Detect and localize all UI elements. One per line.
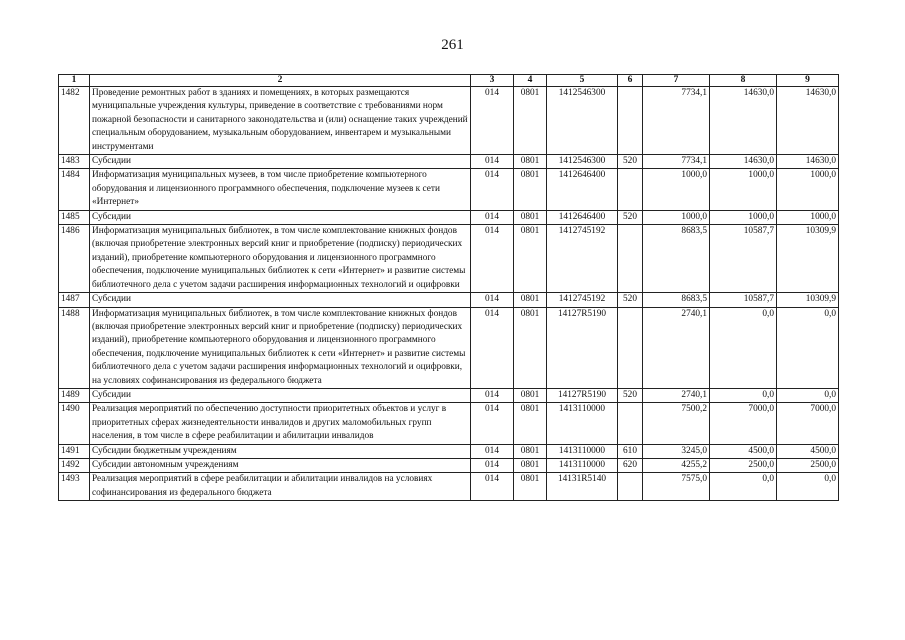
expense-type-code — [618, 473, 643, 501]
row-name: Субсидии автономным учреждениям — [90, 458, 471, 472]
row-number: 1487 — [59, 293, 90, 307]
ministry-code: 014 — [471, 293, 514, 307]
section-code: 0801 — [514, 210, 547, 224]
section-code: 0801 — [514, 458, 547, 472]
amount-col-8: 0,0 — [710, 473, 777, 501]
section-code: 0801 — [514, 444, 547, 458]
ministry-code: 014 — [471, 403, 514, 444]
target-article-code: 1413110000 — [547, 403, 618, 444]
table-row — [59, 307, 839, 388]
target-article-code: 1412546300 — [547, 87, 618, 155]
ministry-code: 014 — [471, 307, 514, 388]
row-name: Проведение ремонтных работ в зданиях и помещениях, в которых размещаются муниципальные учреждения культуры, приведение в соответствие с требованиями норм пожарной безопасности и санитарного законодательства и (или) оснащение таких учреждений специальным оборудованием, музыкальным оборудованием, инвентарем и музыкальными инструментами — [90, 87, 471, 155]
expense-type-code — [618, 307, 643, 388]
ministry-code: 014 — [471, 225, 514, 293]
amount-col-7: 4255,2 — [643, 458, 710, 472]
amount-col-7: 3245,0 — [643, 444, 710, 458]
section-code: 0801 — [514, 307, 547, 388]
column-header-8: 8 — [710, 75, 777, 87]
expense-type-code: 520 — [618, 388, 643, 402]
section-code: 0801 — [514, 169, 547, 210]
amount-col-7: 7575,0 — [643, 473, 710, 501]
target-article-code: 14127R5190 — [547, 307, 618, 388]
row-name: Субсидии — [90, 210, 471, 224]
table-row — [59, 210, 839, 224]
amount-col-9: 0,0 — [777, 307, 839, 388]
row-name: Информатизация муниципальных библиотек, в том числе комплектование книжных фондов (включая приобретение электронных версий книг и приобретение (подписку) периодических изданий), приобретение компьютерного оборудования и лицензионного программного обеспечения, подключение муниципальных библиотек к сети «Интернет» и развитие системы библиотечного дела с учетом задачи расширения информационных технологий и оцифровки, на условиях софинансирования из федерального бюджета — [90, 307, 471, 388]
budget-table — [58, 74, 839, 501]
row-name: Информатизация муниципальных музеев, в том числе приобретение компьютерного оборудования и лицензионного программного обеспечения, подключение музеев к сети «Интернет» — [90, 169, 471, 210]
amount-col-7: 1000,0 — [643, 169, 710, 210]
target-article-code: 14131R5140 — [547, 473, 618, 501]
expense-type-code — [618, 225, 643, 293]
section-code: 0801 — [514, 473, 547, 501]
amount-col-9: 14630,0 — [777, 87, 839, 155]
amount-col-7: 7500,2 — [643, 403, 710, 444]
amount-col-9: 0,0 — [777, 388, 839, 402]
row-number: 1485 — [59, 210, 90, 224]
table-row — [59, 169, 839, 210]
table-row — [59, 293, 839, 307]
ministry-code: 014 — [471, 155, 514, 169]
expense-type-code: 520 — [618, 155, 643, 169]
amount-col-9: 14630,0 — [777, 155, 839, 169]
amount-col-8: 1000,0 — [710, 169, 777, 210]
amount-col-9: 4500,0 — [777, 444, 839, 458]
amount-col-7: 2740,1 — [643, 388, 710, 402]
amount-col-8: 14630,0 — [710, 87, 777, 155]
section-code: 0801 — [514, 403, 547, 444]
amount-col-8: 10587,7 — [710, 225, 777, 293]
ministry-code: 014 — [471, 444, 514, 458]
column-header-9: 9 — [777, 75, 839, 87]
expense-type-code: 620 — [618, 458, 643, 472]
row-number: 1488 — [59, 307, 90, 388]
ministry-code: 014 — [471, 473, 514, 501]
section-code: 0801 — [514, 293, 547, 307]
ministry-code: 014 — [471, 388, 514, 402]
target-article-code: 1412745192 — [547, 293, 618, 307]
ministry-code: 014 — [471, 169, 514, 210]
section-code: 0801 — [514, 388, 547, 402]
amount-col-9: 2500,0 — [777, 458, 839, 472]
table-row — [59, 225, 839, 293]
table-row — [59, 473, 839, 501]
amount-col-7: 8683,5 — [643, 225, 710, 293]
table-row — [59, 458, 839, 472]
column-header-2: 2 — [90, 75, 471, 87]
expense-type-code — [618, 169, 643, 210]
amount-col-7: 1000,0 — [643, 210, 710, 224]
target-article-code: 1412745192 — [547, 225, 618, 293]
expense-type-code — [618, 403, 643, 444]
table-body — [59, 87, 839, 501]
row-name: Субсидии — [90, 293, 471, 307]
amount-col-9: 1000,0 — [777, 210, 839, 224]
amount-col-7: 8683,5 — [643, 293, 710, 307]
amount-col-8: 0,0 — [710, 388, 777, 402]
amount-col-9: 1000,0 — [777, 169, 839, 210]
row-name: Субсидии бюджетным учреждениям — [90, 444, 471, 458]
section-code: 0801 — [514, 87, 547, 155]
row-name: Субсидии — [90, 388, 471, 402]
row-number: 1490 — [59, 403, 90, 444]
section-code: 0801 — [514, 155, 547, 169]
target-article-code: 14127R5190 — [547, 388, 618, 402]
expense-type-code — [618, 87, 643, 155]
amount-col-7: 2740,1 — [643, 307, 710, 388]
section-code: 0801 — [514, 225, 547, 293]
row-number: 1486 — [59, 225, 90, 293]
row-number: 1484 — [59, 169, 90, 210]
column-header-5: 5 — [547, 75, 618, 87]
column-header-1: 1 — [59, 75, 90, 87]
target-article-code: 1412546300 — [547, 155, 618, 169]
amount-col-9: 0,0 — [777, 473, 839, 501]
table-row — [59, 444, 839, 458]
expense-type-code: 520 — [618, 210, 643, 224]
target-article-code: 1412646400 — [547, 210, 618, 224]
amount-col-8: 7000,0 — [710, 403, 777, 444]
amount-col-8: 14630,0 — [710, 155, 777, 169]
amount-col-7: 7734,1 — [643, 87, 710, 155]
column-header-6: 6 — [618, 75, 643, 87]
row-number: 1491 — [59, 444, 90, 458]
amount-col-8: 10587,7 — [710, 293, 777, 307]
row-name: Субсидии — [90, 155, 471, 169]
column-header-3: 3 — [471, 75, 514, 87]
ministry-code: 014 — [471, 210, 514, 224]
column-header-4: 4 — [514, 75, 547, 87]
amount-col-8: 4500,0 — [710, 444, 777, 458]
row-number: 1483 — [59, 155, 90, 169]
amount-col-9: 10309,9 — [777, 225, 839, 293]
column-header-7: 7 — [643, 75, 710, 87]
row-number: 1482 — [59, 87, 90, 155]
table-header-row — [59, 75, 839, 87]
row-name: Реализация мероприятий по обеспечению доступности приоритетных объектов и услуг в приоритетных сферах жизнедеятельности инвалидов и других маломобильных групп населения, в том числе в сфере реабилитации и абилитации инвалидов — [90, 403, 471, 444]
table-row — [59, 388, 839, 402]
amount-col-9: 10309,9 — [777, 293, 839, 307]
row-number: 1492 — [59, 458, 90, 472]
row-name: Информатизация муниципальных библиотек, в том числе комплектование книжных фондов (включая приобретение электронных версий книг и приобретение (подписку) периодических изданий), приобретение компьютерного оборудования и лицензионного программного обеспечения, подключение муниципальных библиотек к сети «Интернет» и развитие системы библиотечного дела с учетом задачи расширения информационных технологий и оцифровки — [90, 225, 471, 293]
ministry-code: 014 — [471, 458, 514, 472]
amount-col-9: 7000,0 — [777, 403, 839, 444]
ministry-code: 014 — [471, 87, 514, 155]
row-name: Реализация мероприятий в сфере реабилитации и абилитации инвалидов на условиях софинансирования из федерального бюджета — [90, 473, 471, 501]
row-number: 1489 — [59, 388, 90, 402]
table-row — [59, 155, 839, 169]
page-number: 261 — [441, 37, 464, 53]
amount-col-7: 7734,1 — [643, 155, 710, 169]
amount-col-8: 0,0 — [710, 307, 777, 388]
amount-col-8: 1000,0 — [710, 210, 777, 224]
expense-type-code: 520 — [618, 293, 643, 307]
table-row — [59, 403, 839, 444]
target-article-code: 1413110000 — [547, 444, 618, 458]
target-article-code: 1413110000 — [547, 458, 618, 472]
row-number: 1493 — [59, 473, 90, 501]
expense-type-code: 610 — [618, 444, 643, 458]
target-article-code: 1412646400 — [547, 169, 618, 210]
amount-col-8: 2500,0 — [710, 458, 777, 472]
table-row — [59, 87, 839, 155]
